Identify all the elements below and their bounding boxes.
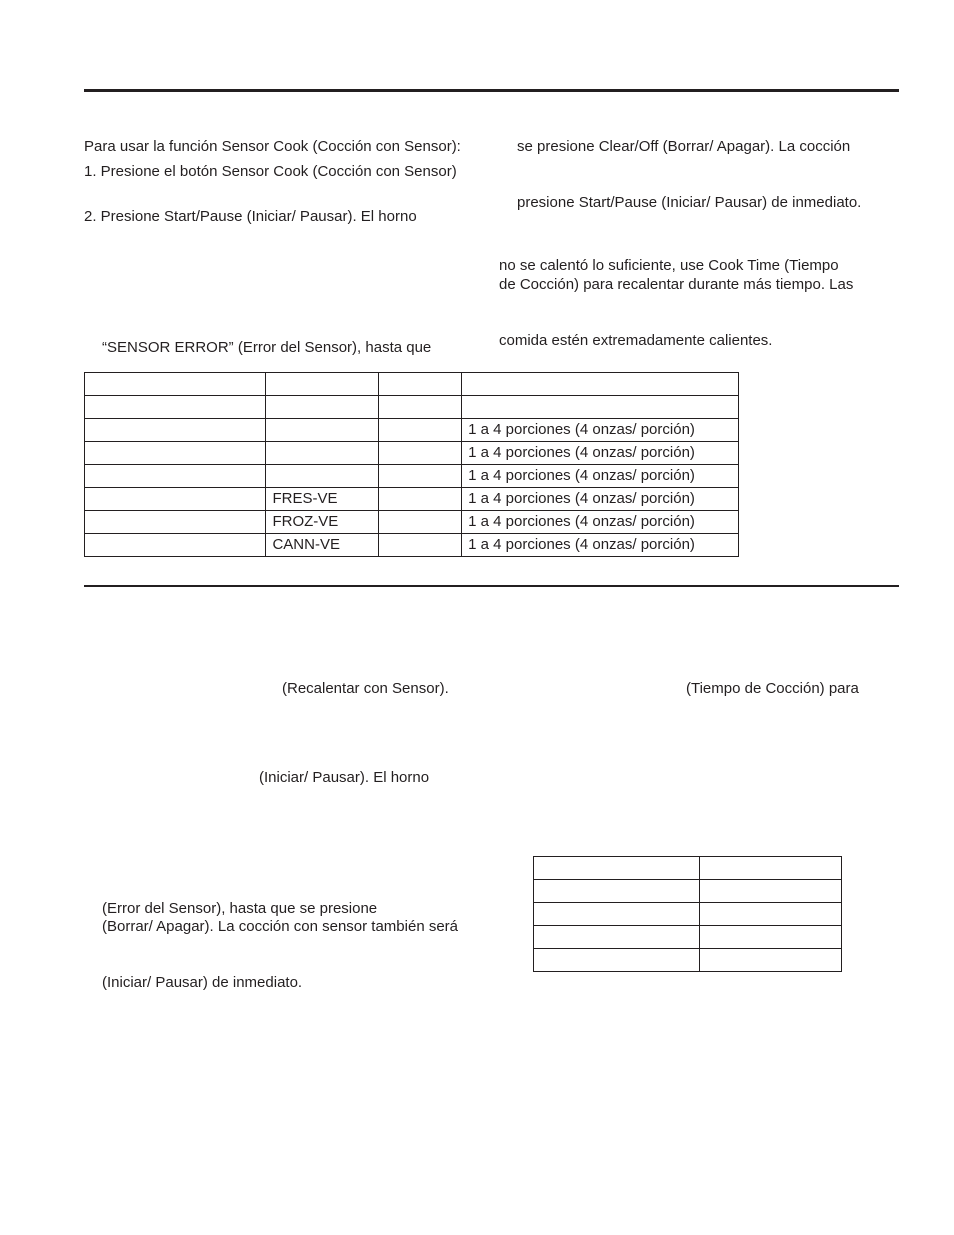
table-row [534, 857, 842, 880]
reheat-cook-time-line: (Tiempo de Cocción) para [686, 680, 859, 697]
table-row [85, 534, 739, 557]
sensor-cook-table [84, 372, 739, 557]
table-cell: 1 a 4 porciones (4 onzas/ porción) [462, 442, 739, 465]
table-cell: CANN-VE [266, 534, 379, 557]
start-pause-line: presione Start/Pause (Iniciar/ Pausar) de inmediato. [517, 194, 862, 211]
table-cell [266, 465, 379, 488]
table-cell [379, 373, 462, 396]
table-row [534, 880, 842, 903]
table-cell: FRES-VE [266, 488, 379, 511]
table-cell [85, 465, 266, 488]
table-cell [266, 419, 379, 442]
table-row [85, 419, 739, 442]
table-cell [462, 373, 739, 396]
table-cell [85, 511, 266, 534]
reheat-pause-line: (Iniciar/ Pausar) de inmediato. [102, 974, 303, 991]
step-1-line: 1. Presione el botón Sensor Cook (Cocción con Sensor) [84, 163, 457, 180]
table-cell: 1 a 4 porciones (4 onzas/ porción) [462, 534, 739, 557]
table-row [85, 511, 739, 534]
table-row [534, 926, 842, 949]
table-row [85, 396, 739, 419]
table-row [85, 442, 739, 465]
table-cell [534, 857, 700, 880]
top-rule [84, 89, 899, 92]
table-cell [85, 442, 266, 465]
section-divider [84, 585, 899, 587]
table-cell [462, 396, 739, 419]
reheat-error-line: (Error del Sensor), hasta que se presione [102, 900, 378, 917]
table-row [534, 949, 842, 972]
table-cell [379, 534, 462, 557]
table-cell [700, 857, 842, 880]
reheat-clear-line: (Borrar/ Apagar). La cocción con sensor también será [102, 918, 459, 935]
table-cell [379, 419, 462, 442]
table-cell [266, 396, 379, 419]
cook-time-line: no se calentó lo suficiente, use Cook Time (Tiempo [499, 257, 839, 274]
hot-food-line: comida estén extremadamente calientes. [499, 332, 773, 349]
table-cell [379, 511, 462, 534]
table-cell [700, 903, 842, 926]
reheat-intro-line: (Recalentar con Sensor). [282, 680, 449, 697]
reheat-longer-line: de Cocción) para recalentar durante más tiempo. Las [499, 276, 854, 293]
table-row [85, 465, 739, 488]
clear-off-line: se presione Clear/Off (Borrar/ Apagar). La cocción [517, 138, 851, 155]
table-row [85, 488, 739, 511]
step-2-line: 2. Presione Start/Pause (Iniciar/ Pausar). El horno [84, 208, 417, 225]
table-row [534, 903, 842, 926]
table-cell [85, 534, 266, 557]
table-cell [379, 488, 462, 511]
intro-line: Para usar la función Sensor Cook (Cocción con Sensor): [84, 138, 461, 155]
reheat-start-line: (Iniciar/ Pausar). El horno [259, 769, 430, 786]
sensor-error-line: “SENSOR ERROR” (Error del Sensor), hasta que [102, 339, 432, 356]
table-cell [379, 465, 462, 488]
table-cell [534, 903, 700, 926]
table-cell: 1 a 4 porciones (4 onzas/ porción) [462, 488, 739, 511]
table-cell [534, 926, 700, 949]
table-cell [85, 488, 266, 511]
sensor-reheat-table [533, 856, 842, 972]
table-cell [85, 419, 266, 442]
table-cell: 1 a 4 porciones (4 onzas/ porción) [462, 465, 739, 488]
table-cell [266, 442, 379, 465]
table-row [85, 373, 739, 396]
table-cell: 1 a 4 porciones (4 onzas/ porción) [462, 511, 739, 534]
table-cell [700, 949, 842, 972]
table-cell [85, 373, 266, 396]
table-cell [534, 880, 700, 903]
table-cell [534, 949, 700, 972]
table-cell [379, 442, 462, 465]
table-cell [266, 373, 379, 396]
table-cell [379, 396, 462, 419]
table-cell: 1 a 4 porciones (4 onzas/ porción) [462, 419, 739, 442]
table-cell: FROZ-VE [266, 511, 379, 534]
table-cell [700, 880, 842, 903]
table-cell [85, 396, 266, 419]
table-cell [700, 926, 842, 949]
